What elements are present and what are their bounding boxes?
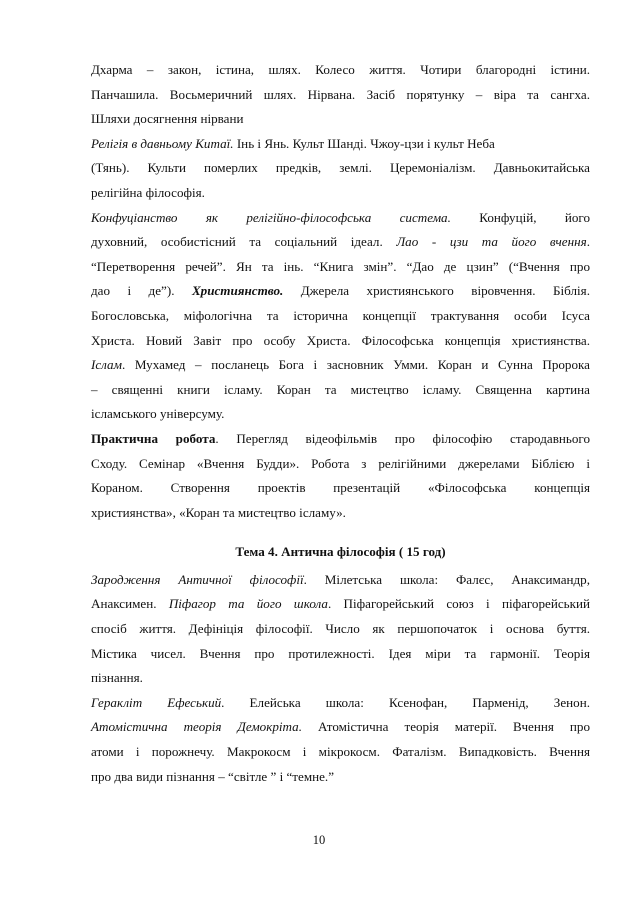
text-line: “Перетворення речей”. Ян та інь. “Книга змін”. “Дао де цзин” (“Вчення про bbox=[91, 258, 590, 274]
topic-title: Геракліт Ефеський bbox=[91, 694, 222, 710]
topic-title: Зародження Античної філософії bbox=[91, 571, 304, 587]
text-line: Кораном. Створення проектів презентацій «Філософська концепція bbox=[91, 480, 590, 496]
document-page bbox=[91, 58, 590, 789]
text-line: про два види пізнання – “світле ” і “темне.” bbox=[91, 768, 335, 784]
topic-title: Християнство. bbox=[191, 283, 284, 299]
text-line: Сходу. Семінар «Вчення Будди». Робота з релігійними джерелами Біблією і bbox=[91, 455, 590, 471]
section-heading: Тема 4. Антична філософія ( 15 год) bbox=[235, 544, 446, 560]
text-line: ісламського універсуму. bbox=[91, 406, 225, 422]
text-line: дао і де”). Християнство. Джерела християнського віровчення. Біблія. bbox=[91, 283, 590, 299]
topic-title: Конфуціанство як релігійно-філософська система. bbox=[91, 209, 451, 225]
text-line: Практична робота. Перегляд відеофільмів про філософію стародавнього bbox=[91, 430, 590, 446]
text-line: Христа. Новий Завіт про особу Христа. Філософська концепція християнства. bbox=[91, 332, 590, 348]
text-line: – священні книги ісламу. Коран та мистецтво ісламу. Священна картина bbox=[91, 381, 590, 397]
text-line: Анаксимен. Піфагор та його школа. Піфагорейський союз і піфагорейський bbox=[91, 596, 590, 612]
practical-work-label: Практична робота bbox=[91, 430, 216, 446]
page-number: 10 bbox=[312, 833, 326, 847]
topic-title: Релігія в давньому Китаї. bbox=[91, 135, 234, 151]
text-line: Зародження Античної філософії. Мілетська школа: Фалєс, Анаксимандр, bbox=[91, 571, 590, 587]
text-line: Атомістична теорія Демокріта. Атомістична теорія матерії. Вчення про bbox=[91, 719, 590, 735]
text-line: Релігія в давньому Китаї. Інь і Янь. Культ Шанді. Чжоу-цзи і культ Неба bbox=[91, 135, 495, 151]
topic-title: Атомістична теорія Демокріта. bbox=[91, 719, 302, 735]
text-line: Іслам. Мухамед – посланець Бога і засновник Умми. Коран и Сунна Пророка bbox=[91, 357, 590, 373]
text-line: Шляхи досягнення нірвани bbox=[91, 111, 244, 127]
topic-title: Лао - цзи та його вчення bbox=[396, 234, 587, 250]
text-line: Містика чисел. Вчення про протилежності. Ідея міри та гармонії. Теорія bbox=[91, 645, 590, 661]
text-line: спосіб життя. Дефініція філософії. Число як першопочаток і основа буття. bbox=[91, 621, 590, 637]
text-line: атоми і порожнечу. Макрокосм і мікрокосм. Фаталізм. Випадковість. Вчення bbox=[91, 744, 590, 760]
text-line: (Тянь). Культи померлих предків, землі. Церемоніалізм. Давньокитайська bbox=[91, 160, 590, 176]
text-line: Геракліт Ефеський. Елейська школа: Ксенофан, Парменід, Зенон. bbox=[91, 694, 590, 710]
text-line: Конфуціанство як релігійно-філософська система. Конфуцій, його bbox=[91, 209, 590, 225]
text-line: Дхарма – закон, істина, шлях. Колесо життя. Чотири благородні істини. bbox=[91, 62, 590, 77]
text-line: пізнання. bbox=[91, 670, 143, 686]
topic-title: Іслам bbox=[91, 357, 122, 373]
text-line: християнства», «Коран та мистецтво ісламу». bbox=[91, 504, 346, 520]
text-line: релігійна філософія. bbox=[91, 184, 205, 200]
text-line: Панчашила. Восьмеричний шлях. Нірвана. Засіб порятунку – віра та сангха. bbox=[91, 86, 590, 102]
text-line: Богословська, міфологічна та історична концепції трактування особи Ісуса bbox=[91, 307, 590, 323]
text-line: духовний, особистісний та соціальний ідеал. Лао - цзи та його вчення. bbox=[91, 234, 590, 250]
topic-title: Піфагор та його школа bbox=[168, 596, 328, 612]
